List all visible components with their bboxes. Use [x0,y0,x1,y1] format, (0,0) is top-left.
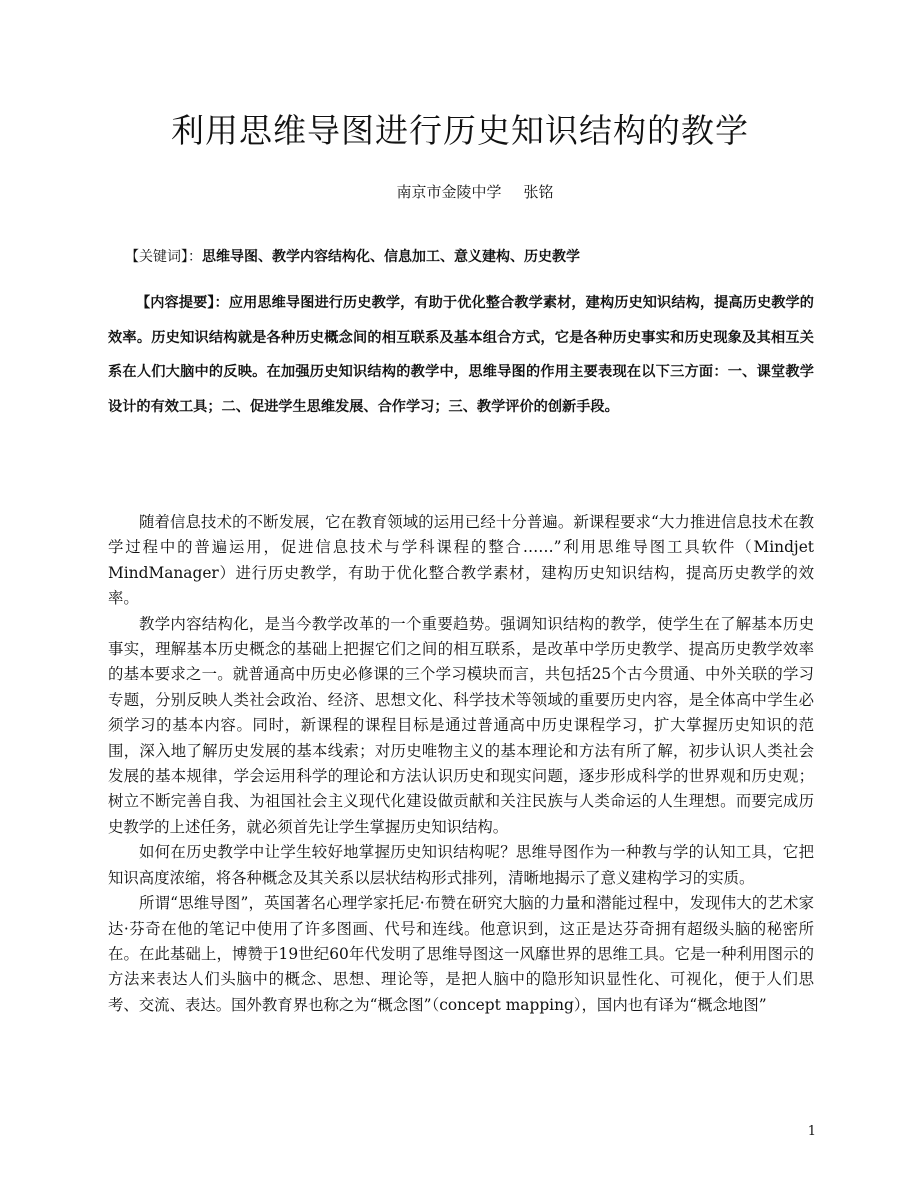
abstract [108,286,814,424]
keywords-line [125,246,825,268]
abstract-text: ：应用思维导图进行历史教学，有助于优化整合教学素材，建构历史知识结构，提高历史教学的效率。历史知识结构就是各种历史概念间的相互联系及基本组合方式，它是各种历史事实和历史现象及其相互关系在人们大脑中的反映。在加强历史知识结构的教学中，思维导图的作用主要表现在以下三方面：一、课堂教学设计的有效工具；二、促进学生思维发展、合作学习；三、教学评价的创新手段。 [108,295,814,415]
document-title: 利用思维导图进行历史知识结构的教学 [171,111,749,150]
author-name: 张铭 [523,183,554,201]
abstract-label: 【内容提要】 [136,295,215,311]
author-line [0,181,920,203]
keywords-text: 思维导图、教学内容结构化、信息加工、意义建构、历史教学 [202,249,580,265]
body-paragraph: 如何在历史教学中让学生较好地掌握历史知识结构呢？思维导图作为一种教与学的认知工具，它把知识高度浓缩，将各种概念及其关系以层状结构形式排列，清晰地揭示了意义建构学习的实质。 [108,843,814,887]
author-organization: 南京市金陵中学 [396,183,502,201]
body-paragraph: 教学内容结构化，是当今教学改革的一个重要趋势。强调知识结构的教学，使学生在了解基本历史事实，理解基本历史概念的基础上把握它们之间的相互联系，是改革中学历史教学、提高历史教学效率的基本要求之一。就普通高中历史必修课的三个学习模块而言，共包括25个古今贯通、中外关联的学习专题，分别反映人类社会政治、经济、思想文化、科学技术等领域的重要历史内容，是全体高中学生必须学习的基本内容。同时，新课程的课程目标是通过普通高中历史课程学习，扩大掌握历史知识的范围，深入地了解历史发展的基本线索；对历史唯物主义的基本理论和方法有所了解，初步认识人类社会发展的基本规律，学会运用科学的理论和方法认识历史和现实问题，逐步形成科学的世界观和历史观；树立不断完善自我、为祖国社会主义现代化建设做贡献和关注民族与人类命运的人生理想。而要完成历史教学的上述任务，就必须首先让学生掌握历史知识结构。 [108,614,814,836]
keywords-label: 【关键词】： [125,249,202,265]
body-paragraph: 随着信息技术的不断发展，它在教育领域的运用已经十分普遍。新课程要求“大力推进信息技术在教学过程中的普遍运用，促进信息技术与学科课程的整合……”利用思维导图工具软件（Mindjet MindManager）进行历史教学，有助于优化整合教学素材，建构历史知识结构，提高历史教学的效率。 [108,513,814,608]
body-text [108,510,814,1018]
body-paragraph: 所谓“思维导图”，英国著名心理学家托尼·布赞在研究大脑的力量和潜能过程中，发现伟大的艺术家达·芬奇在他的笔记中使用了许多图画、代号和连线。他意识到，这正是达芬奇拥有超级头脑的秘密所在。在此基础上，博赞于19世纪60年代发明了思维导图这一风靡世界的思维工具。它是一种利用图示的方法来表达人们头脑中的概念、思想、理论等，是把人脑中的隐形知识显性化、可视化，便于人们思考、交流、表达。国外教育界也称之为“概念图”（concept mapping），国内也有译为“概念地图” [108,894,814,1014]
page-number: 1 [807,1124,816,1139]
